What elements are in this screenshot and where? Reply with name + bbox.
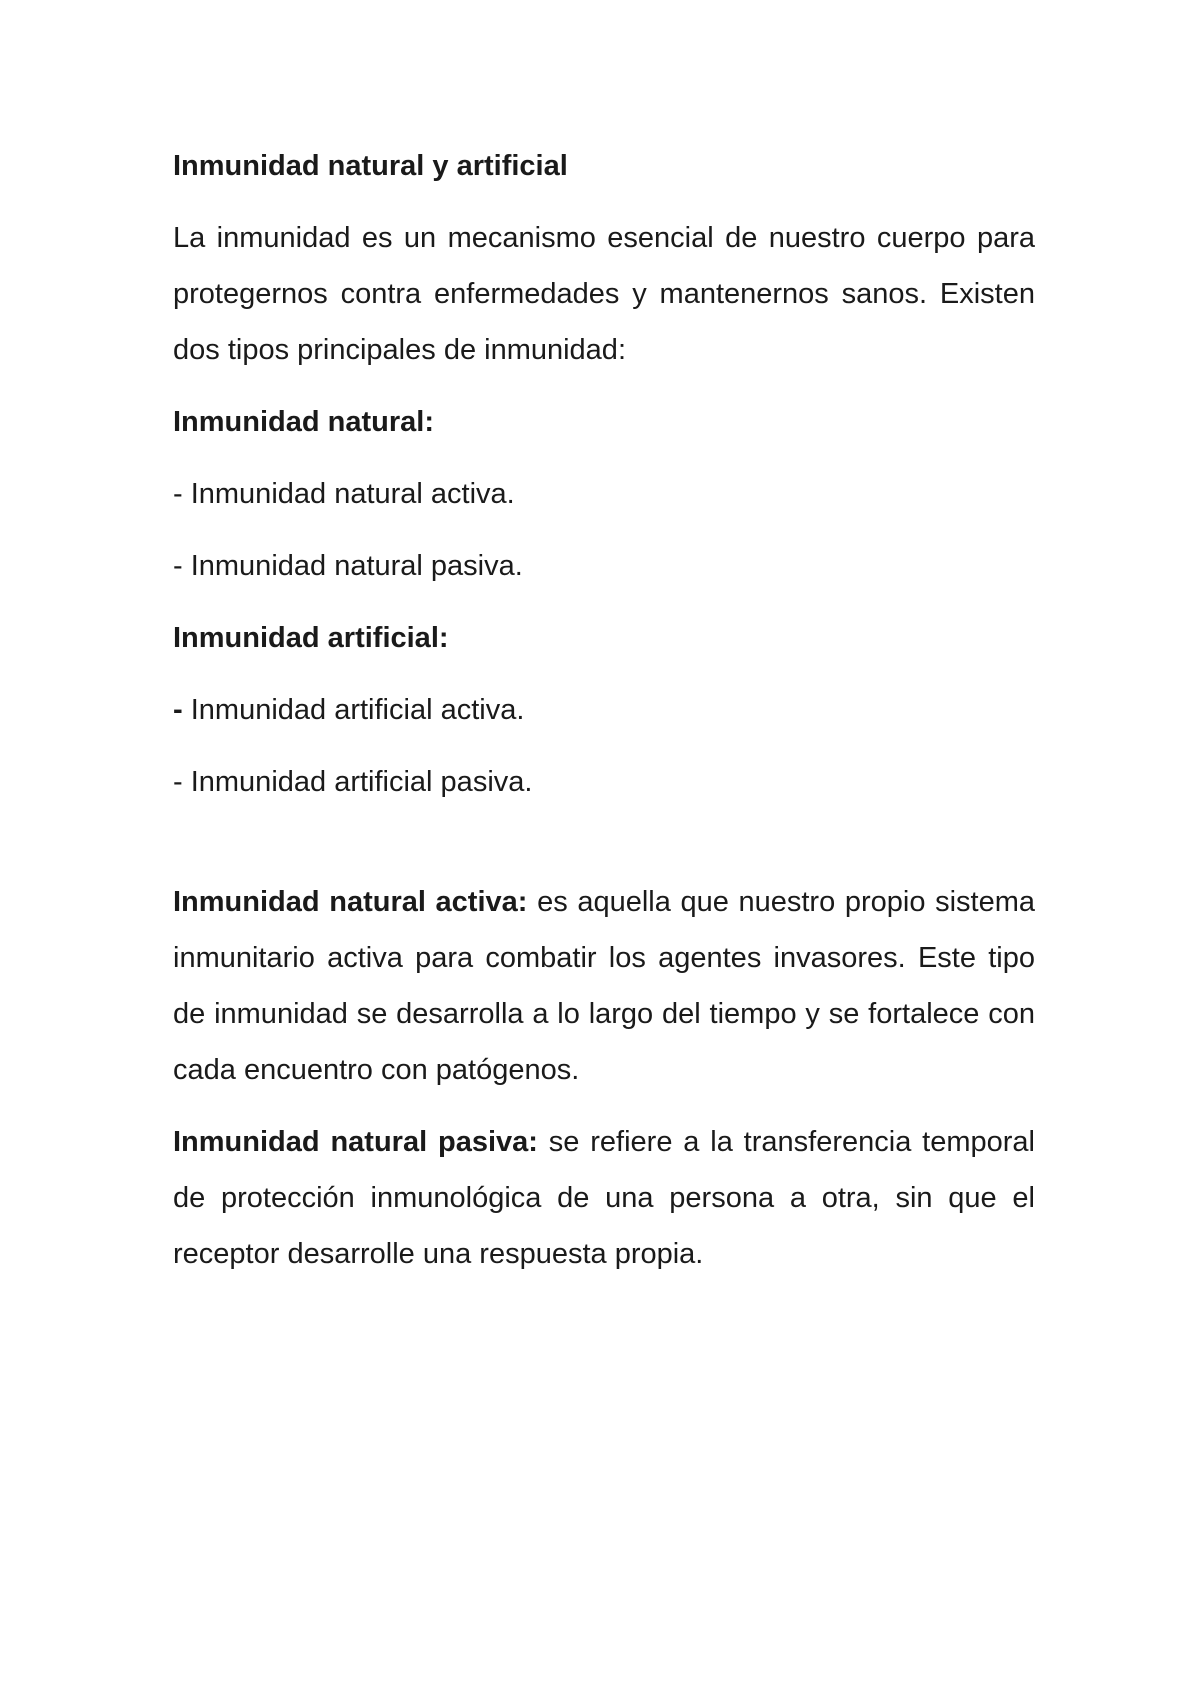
definition-term: Inmunidad natural activa: [173,886,528,918]
document-body [173,138,1035,1298]
definition-natural-passive [173,1114,1035,1282]
list-dash: - [173,694,183,726]
list-item: - Inmunidad natural pasiva. [173,550,523,582]
list-item: - Inmunidad artificial pasiva. [173,766,533,798]
section-spacer [173,826,1035,874]
list-item [173,682,1035,738]
document-title: Inmunidad natural y artificial [173,150,568,182]
artificial-immunity-heading: Inmunidad artificial: [173,622,449,654]
list-item: - Inmunidad natural activa. [173,478,515,510]
definition-text: se refiere a la transferencia temporal de protección inmunológica de una persona a otra, sin que el receptor desarrolle una respuesta propia. [173,1126,1035,1270]
intro-paragraph: La inmunidad es un mecanismo esencial de nuestro cuerpo para protegernos contra enfermedades y mantenernos sanos. Existen dos tipos principales de inmunidad: [173,222,1035,366]
natural-immunity-heading: Inmunidad natural: [173,406,434,438]
definition-text: es aquella que nuestro propio sistema inmunitario activa para combatir los agentes invasores. Este tipo de inmunidad se desarrolla a lo largo del tiempo y se fortalece con cada encuentro con patógenos. [173,886,1035,1086]
definition-natural-active [173,874,1035,1098]
definition-term: Inmunidad natural pasiva: [173,1126,538,1158]
list-item-text: Inmunidad artificial activa. [182,694,525,726]
